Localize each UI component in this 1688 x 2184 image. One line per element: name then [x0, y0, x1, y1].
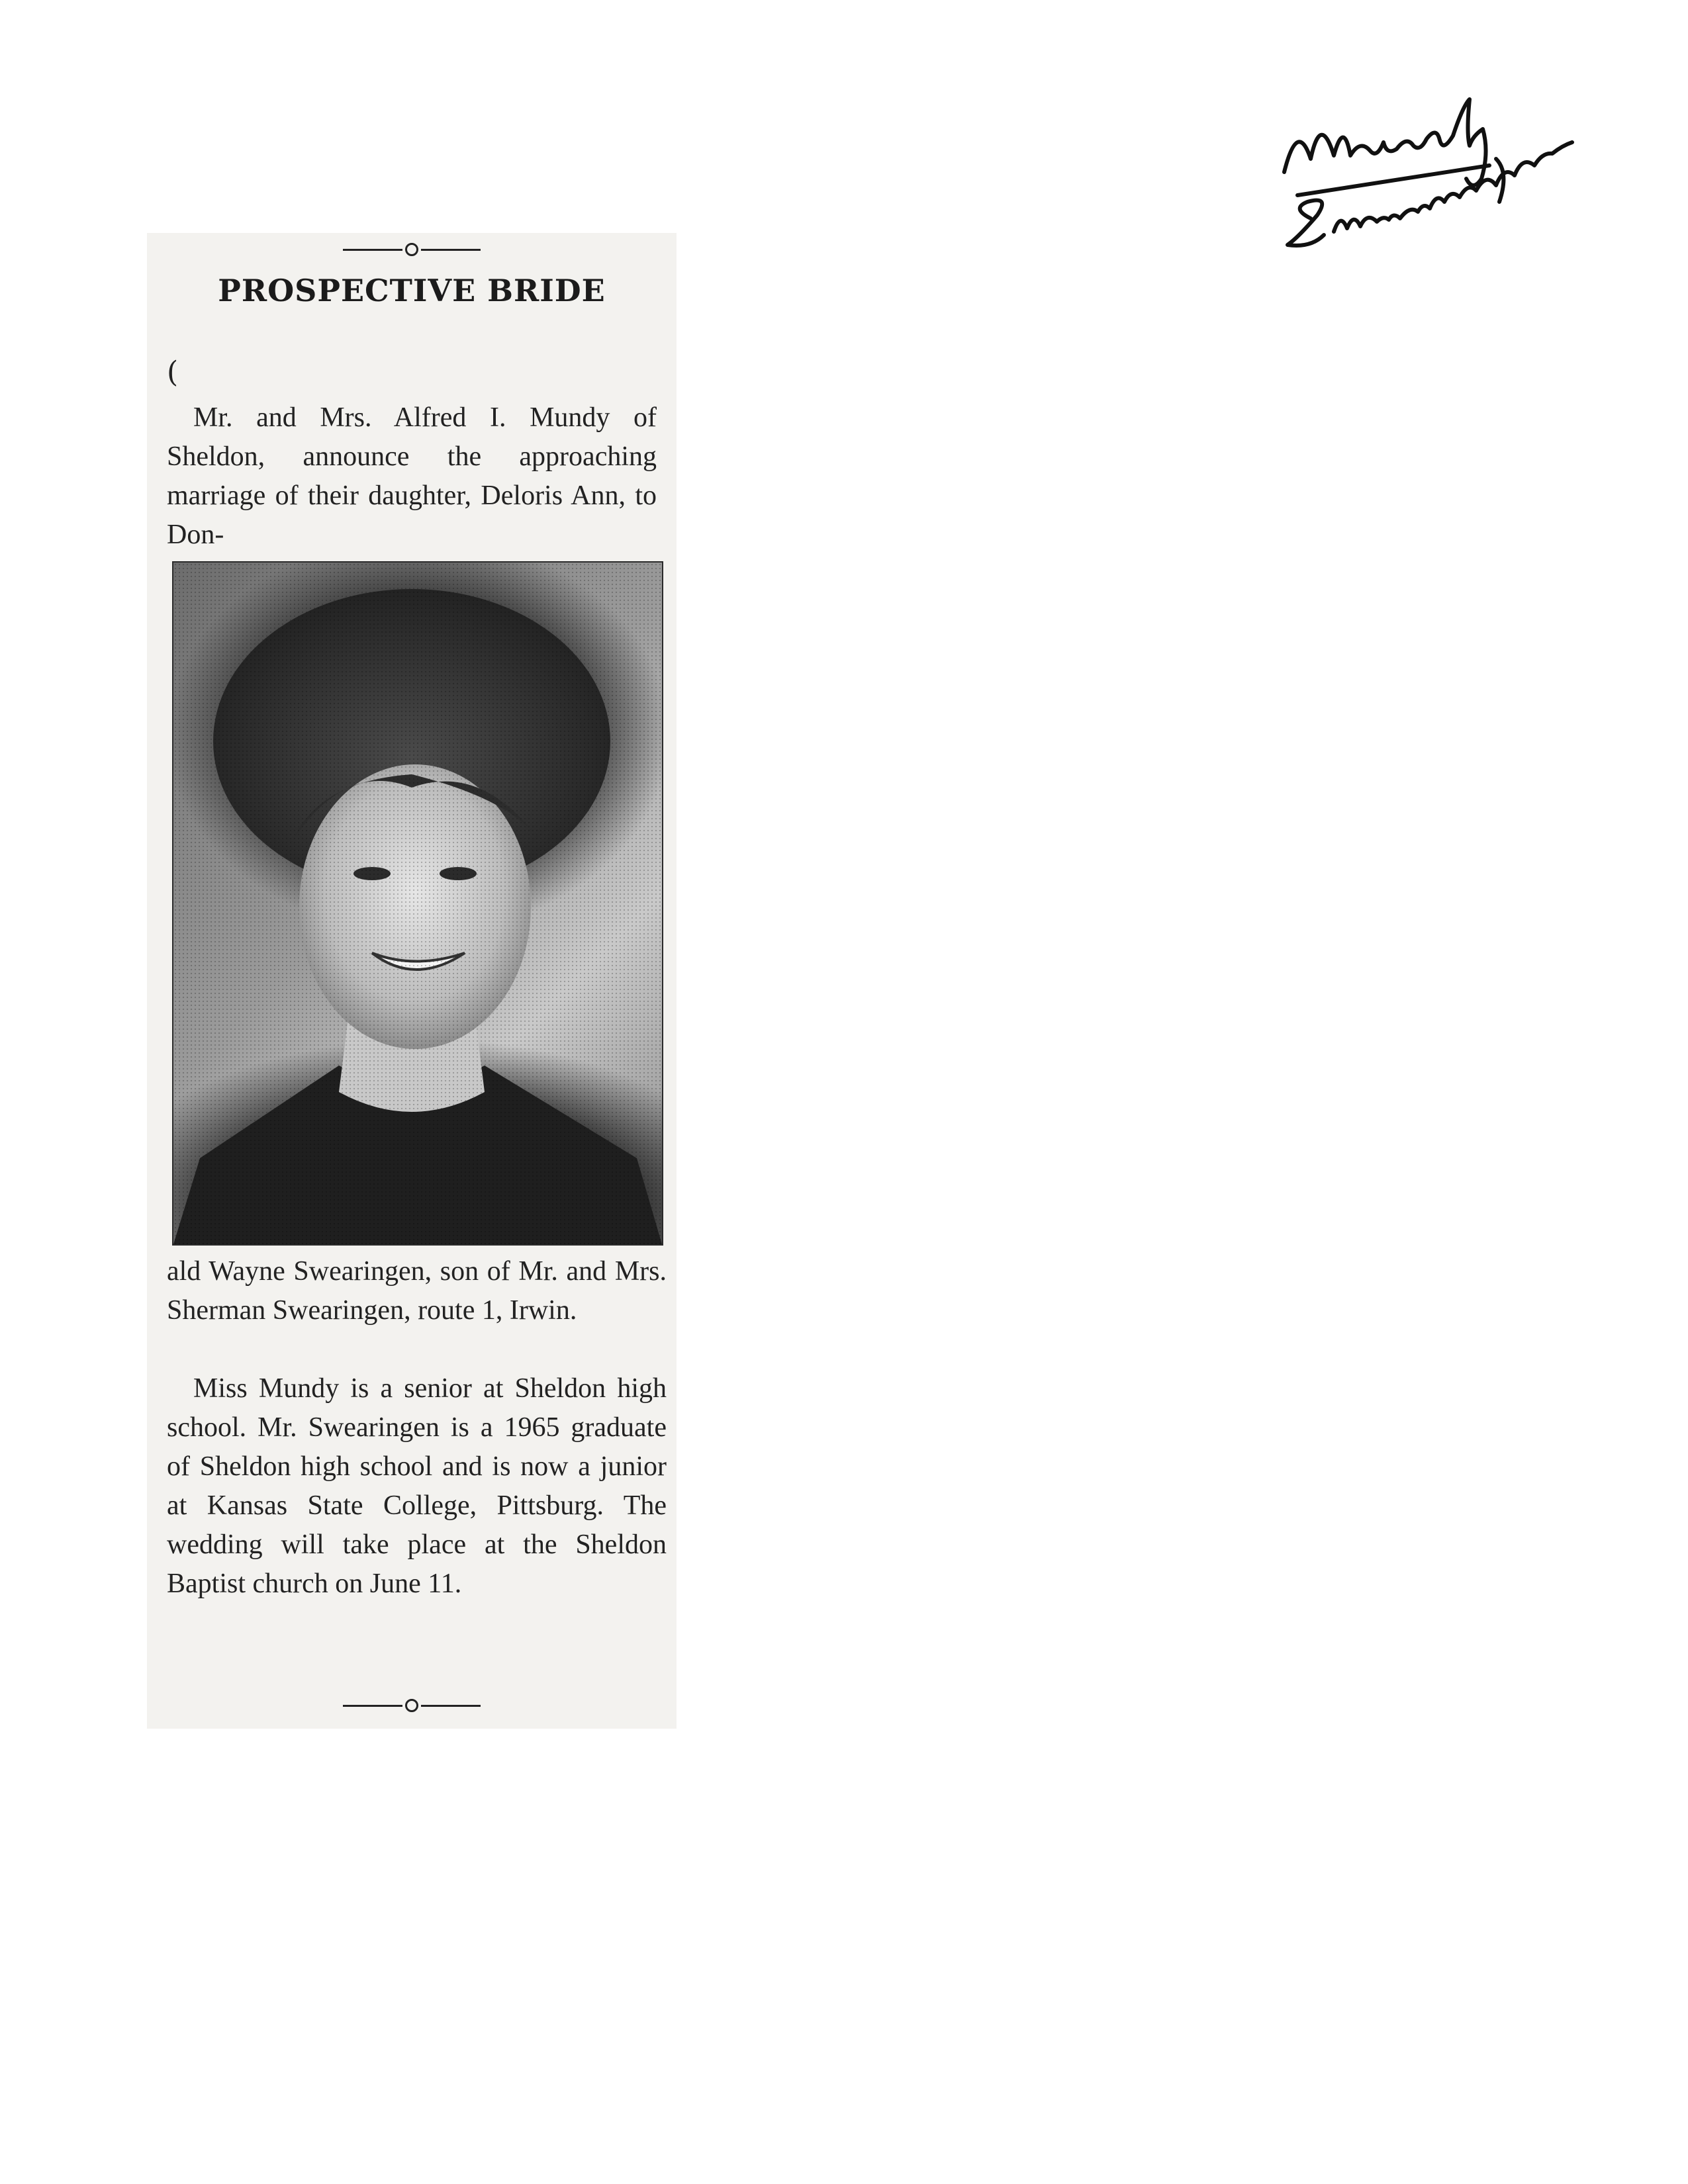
announcement-paragraph-2: ald Wayne Swearingen, son of Mr. and Mrs. Sherman Swearingen, route 1, Irwin. [167, 1256, 667, 1326]
top-ornament [147, 240, 677, 259]
announcement-paragraph-1: Mr. and Mrs. Alfred I. Mundy of Sheldon, announce the approaching marriage of their daughter, Deloris Ann, to Don- [167, 402, 657, 550]
handwritten-names [1271, 79, 1615, 278]
stray-mark: ( [167, 355, 179, 389]
bottom-ornament [147, 1696, 677, 1715]
announcement-paragraph-3: Miss Mundy is a senior at Sheldon high school. Mr. Swearingen is a 1965 graduate of Sheldon high school and is now a junior at Kansas State College, Pittsburg. The wedding will take place at the Sheldon Baptist church on June 11. [167, 1373, 667, 1599]
newspaper-clipping [147, 233, 677, 1729]
bride-portrait-photo [172, 561, 663, 1246]
headline: PROSPECTIVE BRIDE [218, 273, 606, 308]
